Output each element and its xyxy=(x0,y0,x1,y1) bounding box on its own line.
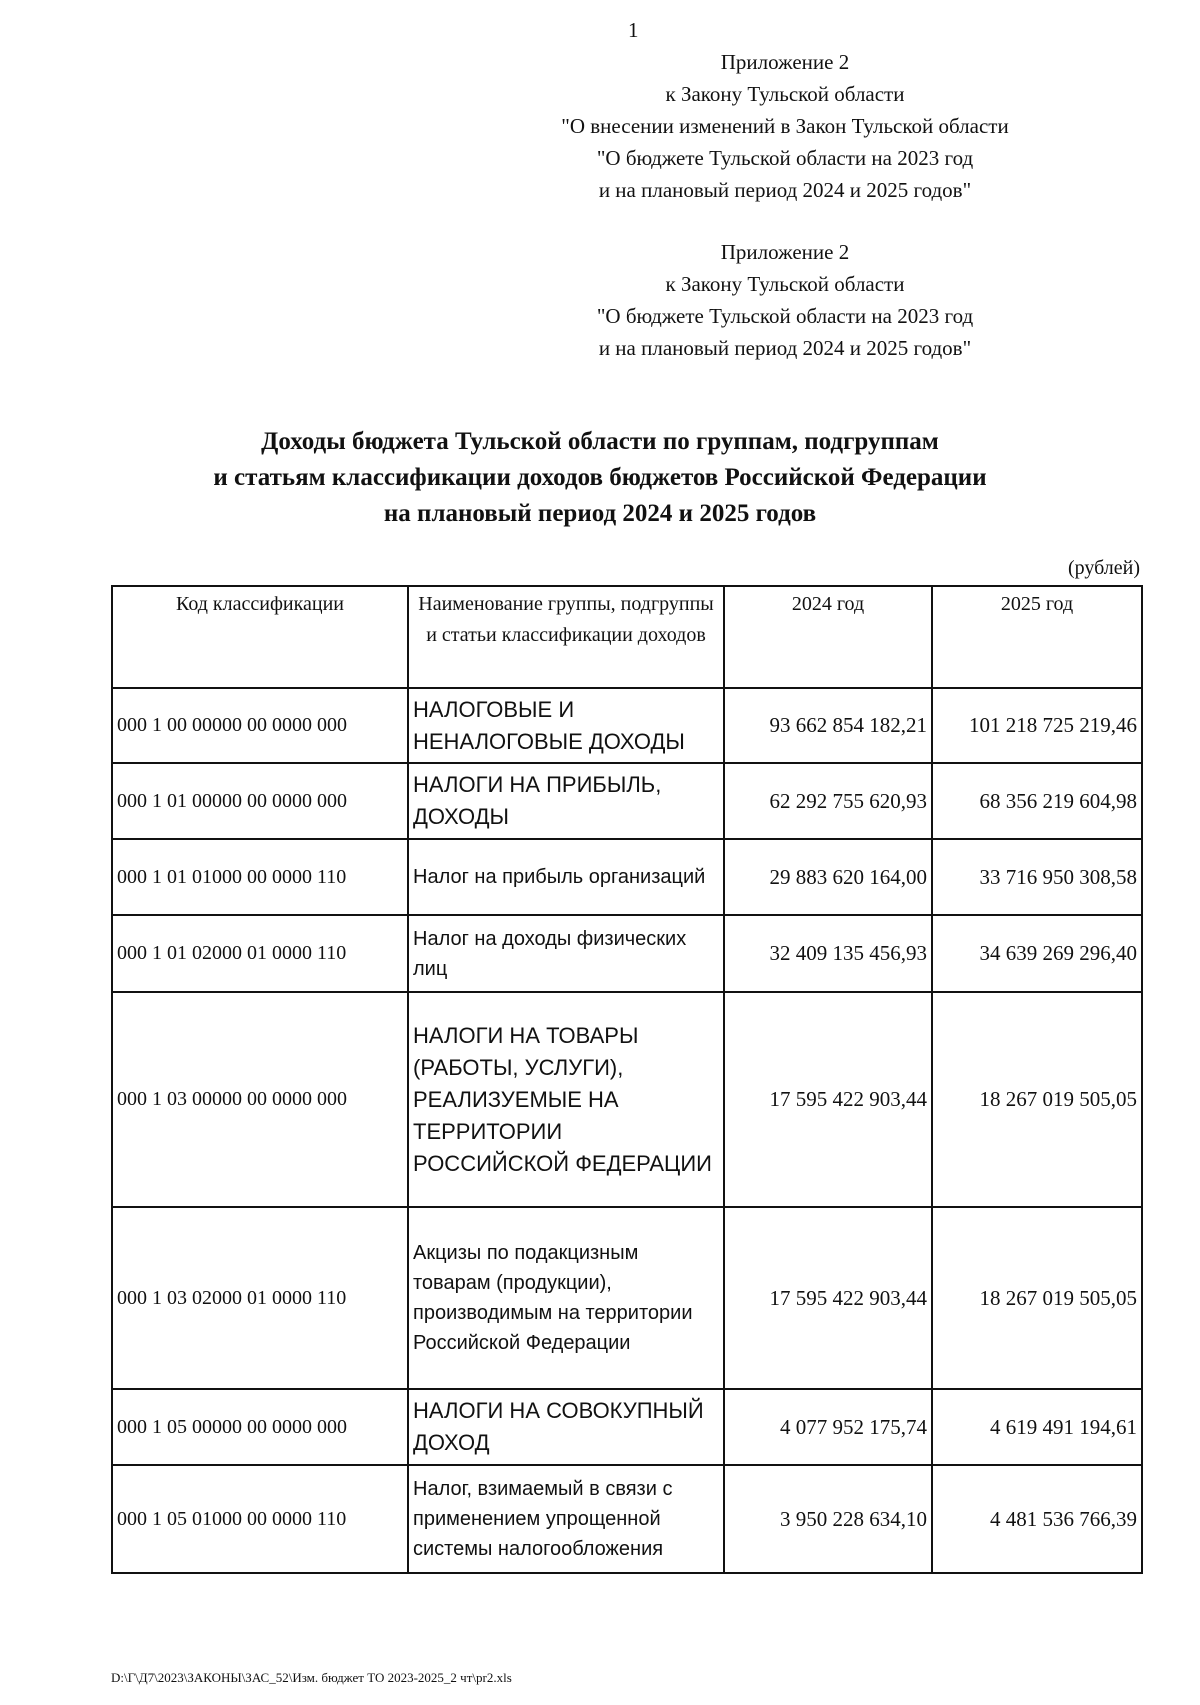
header-2025: 2025 год xyxy=(932,586,1142,688)
table-row xyxy=(112,1389,1142,1465)
row-code: 000 1 01 01000 00 0000 110 xyxy=(112,839,408,915)
row-amount-2024: 32 409 135 456,93 xyxy=(724,915,932,992)
appendix-line: к Закону Тульской области xyxy=(665,82,905,106)
row-amount-2024: 29 883 620 164,00 xyxy=(724,839,932,915)
table-header-row xyxy=(112,586,1142,688)
row-code: 000 1 03 00000 00 0000 000 xyxy=(112,992,408,1207)
appendix-line: "О бюджете Тульской области на 2023 год xyxy=(596,304,974,328)
row-name: НАЛОГИ НА ТОВАРЫ (РАБОТЫ, УСЛУГИ), РЕАЛИЗУЕМЫЕ НА ТЕРРИТОРИИ РОССИЙСКОЙ ФЕДЕРАЦИИ xyxy=(408,992,724,1207)
row-name: Акцизы по подакцизным товарам (продукции), производимым на территории Российской Федерации xyxy=(408,1207,724,1389)
appendix-line: и на плановый период 2024 и 2025 годов" xyxy=(598,336,972,360)
row-amount-2025: 4 481 536 766,39 xyxy=(932,1465,1142,1573)
title-line: Доходы бюджета Тульской области по группам, подгруппам xyxy=(261,428,939,455)
appendix-line: и на плановый период 2024 и 2025 годов" xyxy=(598,178,972,202)
income-table xyxy=(111,585,1143,1574)
row-code: 000 1 05 01000 00 0000 110 xyxy=(112,1465,408,1573)
row-amount-2025: 4 619 491 194,61 xyxy=(932,1389,1142,1465)
table-row xyxy=(112,992,1142,1207)
row-name: Налог на прибыль организаций xyxy=(408,839,724,915)
row-amount-2025: 34 639 269 296,40 xyxy=(932,915,1142,992)
row-code: 000 1 01 02000 01 0000 110 xyxy=(112,915,408,992)
table-row xyxy=(112,763,1142,839)
row-name: НАЛОГИ НА СОВОКУПНЫЙ ДОХОД xyxy=(408,1389,724,1465)
appendix-header-original xyxy=(480,236,1090,364)
row-amount-2024: 3 950 228 634,10 xyxy=(724,1465,932,1573)
appendix-line: "О бюджете Тульской области на 2023 год xyxy=(596,146,974,170)
table-row xyxy=(112,839,1142,915)
row-code: 000 1 03 02000 01 0000 110 xyxy=(112,1207,408,1389)
row-amount-2025: 18 267 019 505,05 xyxy=(932,992,1142,1207)
file-path-footer: D:\Г\Д7\2023\ЗАКОНЫ\ЗАС_52\Изм. бюджет ТО 2023-2025_2 чт\pr2.xls xyxy=(111,1670,512,1685)
page-number: 1 xyxy=(628,18,639,42)
row-amount-2025: 18 267 019 505,05 xyxy=(932,1207,1142,1389)
row-name: Налог на доходы физических лиц xyxy=(408,915,724,992)
row-name: Налог, взимаемый в связи с применением упрощенной системы налогообложения xyxy=(408,1465,724,1573)
appendix-line: Приложение 2 xyxy=(720,50,850,74)
title-line: и статьям классификации доходов бюджетов Российской Федерации xyxy=(213,464,987,491)
appendix-line: к Закону Тульской области xyxy=(665,272,905,296)
appendix-line: Приложение 2 xyxy=(720,240,850,264)
row-name: НАЛОГОВЫЕ И НЕНАЛОГОВЫЕ ДОХОДЫ xyxy=(408,688,724,763)
row-amount-2024: 4 077 952 175,74 xyxy=(724,1389,932,1465)
header-code: Код классификации xyxy=(112,586,408,688)
row-amount-2024: 62 292 755 620,93 xyxy=(724,763,932,839)
table-row xyxy=(112,915,1142,992)
row-amount-2024: 17 595 422 903,44 xyxy=(724,992,932,1207)
row-amount-2024: 93 662 854 182,21 xyxy=(724,688,932,763)
row-amount-2025: 101 218 725 219,46 xyxy=(932,688,1142,763)
units-label: (рублей) xyxy=(1067,557,1140,579)
appendix-line: "О внесении изменений в Закон Тульской области xyxy=(561,114,1009,138)
row-code: 000 1 01 00000 00 0000 000 xyxy=(112,763,408,839)
row-code: 000 1 00 00000 00 0000 000 xyxy=(112,688,408,763)
table-row xyxy=(112,1465,1142,1573)
table-row xyxy=(112,1207,1142,1389)
document-title xyxy=(120,424,1080,532)
row-code: 000 1 05 00000 00 0000 000 xyxy=(112,1389,408,1465)
row-name: НАЛОГИ НА ПРИБЫЛЬ, ДОХОДЫ xyxy=(408,763,724,839)
row-amount-2025: 68 356 219 604,98 xyxy=(932,763,1142,839)
title-line: на плановый период 2024 и 2025 годов xyxy=(383,500,817,527)
header-2024: 2024 год xyxy=(724,586,932,688)
row-amount-2024: 17 595 422 903,44 xyxy=(724,1207,932,1389)
appendix-header-amending xyxy=(480,46,1090,206)
row-amount-2025: 33 716 950 308,58 xyxy=(932,839,1142,915)
table-row xyxy=(112,688,1142,763)
header-name: Наименование группы, подгруппы и статьи классификации доходов xyxy=(408,586,724,688)
